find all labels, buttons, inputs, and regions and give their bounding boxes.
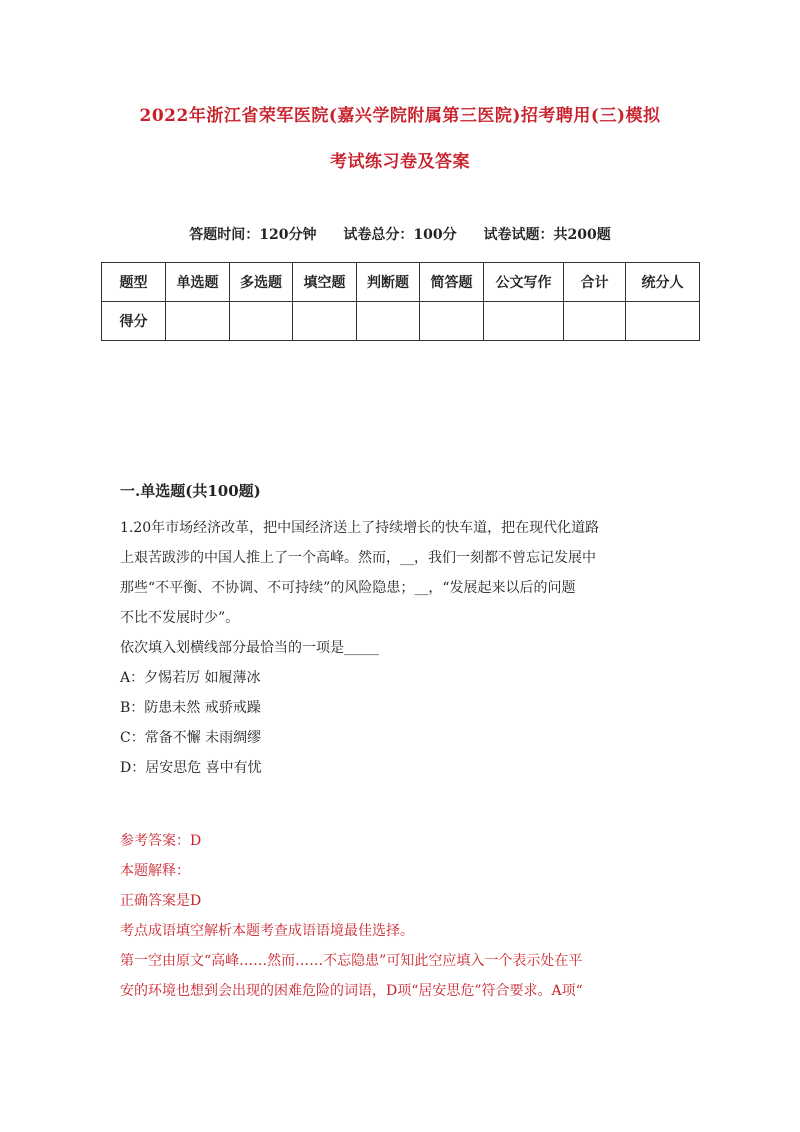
score-table-header-cell: 公文写作 [484, 263, 564, 302]
question-block [120, 513, 690, 783]
score-cell [626, 302, 700, 341]
question-line: 那些“不平衡、不协调、不可持续”的风险隐患；__，“发展起来以后的问题 [120, 580, 576, 596]
score-table-header-row [102, 263, 700, 302]
section-heading: 一.单选题(共100题) [120, 482, 261, 500]
score-table-header-cell: 填空题 [293, 263, 357, 302]
exam-total-score: 试卷总分：100分 [343, 227, 457, 243]
question-option: D：居安思危 喜中有忧 [120, 760, 262, 776]
score-cell [230, 302, 293, 341]
document-title-line1: 2022年浙江省荣军医院(嘉兴学院附属第三医院)招考聘用(三)模拟 [139, 106, 661, 126]
score-table-header-cell: 多选题 [230, 263, 293, 302]
exam-question-count: 试卷试题：共200题 [483, 227, 611, 243]
answer-line: 安的环境也想到会出现的困难危险的词语，D项“居安思危”符合要求。A项“ [120, 983, 583, 999]
score-table-score-row [102, 302, 700, 341]
document-title-line2: 考试练习卷及答案 [330, 152, 470, 172]
exam-time: 答题时间：120分钟 [189, 227, 317, 243]
answer-line: 考点成语填空解析本题考查成语语境最佳选择。 [120, 923, 414, 939]
score-cell [484, 302, 564, 341]
question-option: C：常备不懈 未雨绸缪 [120, 730, 262, 746]
score-table [101, 262, 700, 341]
question-line: 不比不发展时少”。 [120, 610, 240, 626]
question-line: 依次填入划横线部分最恰当的一项是_____ [120, 640, 379, 656]
score-cell [564, 302, 626, 341]
question-line: 上艰苦跋涉的中国人推上了一个高峰。然而，__，我们一刻都不曾忘记发展中 [120, 550, 596, 566]
score-table-header-cell: 简答题 [420, 263, 484, 302]
score-table-header-cell: 统分人 [626, 263, 700, 302]
exam-meta [100, 224, 700, 244]
score-row-label: 得分 [102, 302, 166, 341]
score-cell [357, 302, 420, 341]
answer-line: 本题解释： [120, 863, 190, 879]
question-option: B：防患未然 戒骄戒躁 [120, 700, 261, 716]
score-table-header-cell: 判断题 [357, 263, 420, 302]
question-line: 1.20年市场经济改革，把中国经济送上了持续增长的快车道，把在现代化道路 [120, 520, 600, 536]
answer-line: 正确答案是D [120, 893, 202, 909]
score-table-header-cell: 单选题 [166, 263, 230, 302]
answer-line: 第一空由原文“高峰……然而……不忘隐患”可知此空应填入一个表示处在平 [120, 953, 583, 969]
score-table-header-cell: 合计 [564, 263, 626, 302]
score-table-header-cell: 题型 [102, 263, 166, 302]
score-cell [420, 302, 484, 341]
question-option: A：夕惕若厉 如履薄冰 [120, 670, 261, 686]
answer-block [120, 826, 690, 1006]
answer-line: 参考答案：D [120, 833, 202, 849]
score-cell [293, 302, 357, 341]
score-cell [166, 302, 230, 341]
